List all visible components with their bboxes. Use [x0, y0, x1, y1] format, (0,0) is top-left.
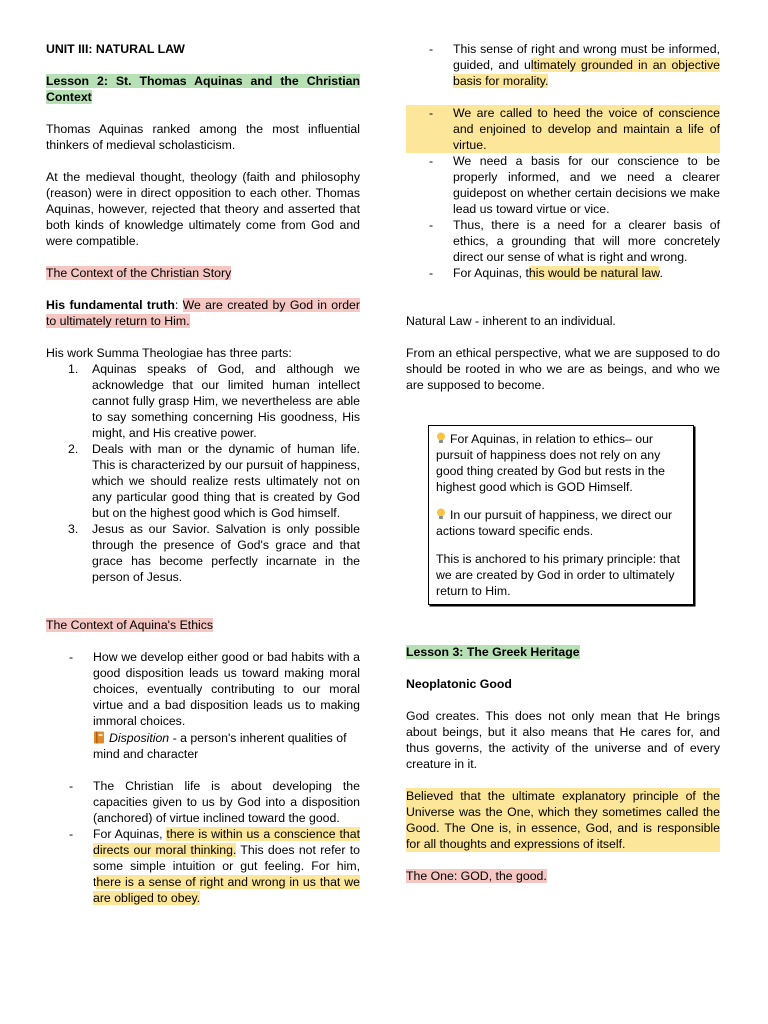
bullet-dash: -	[69, 827, 74, 841]
bullet-dash: -	[429, 218, 434, 232]
book-icon	[93, 731, 105, 744]
right-bullet-natural-law: - For Aquinas, this would be natural law.	[429, 266, 663, 280]
ethics-bullet-christian-life: - The Christian life is about developing the capacities given to us by God into a disposition (anchored) of virtue inclined toward the good.	[69, 779, 360, 825]
bullet-dash: -	[429, 154, 434, 168]
believed-paragraph: Believed that the ultimate explanatory principle of the Universe was the One, which they sometimes called the Good. The One is, in essence, God, and is responsible for all thoughts and expressions of itself.	[406, 789, 720, 851]
lesson-2-title: Lesson 2: St. Thomas Aquinas and the Christian Context	[46, 74, 360, 104]
context-story-heading: The Context of the Christian Story	[46, 266, 232, 280]
callout-paragraph-1: For Aquinas, in relation to ethics– our pursuit of happiness does not rely on any good thing created by God but rests in the highest good which is GOD Himself.	[436, 432, 666, 494]
natural-law-definition: Natural Law - inherent to an individual.	[406, 314, 616, 328]
summa-part-2: 2. Deals with man or the dynamic of human life. This is characterized by our pursuit of happiness, which we should realize rests ultimately not on any particular good thing that is created by God but on the highest good which is God himself.	[68, 442, 360, 520]
neoplatonic-heading: Neoplatonic Good	[406, 677, 512, 691]
callout-paragraph-3: This is anchored to his primary principle: that we are created by God in order to ultimately return to Him.	[436, 552, 680, 598]
ethical-perspective: From an ethical perspective, what we are supposed to do should be rooted in who we are as beings, and who we are supposed to become.	[406, 346, 720, 392]
bullet-dash: -	[429, 106, 434, 120]
summa-part-3: 3. Jesus as our Savior. Salvation is only possible through the presence of God's grace and that grace has become perfectly incarnate in the person of Jesus.	[68, 522, 360, 584]
right-bullet-clearer-basis: - Thus, there is a need for a clearer basis of ethics, a grounding that will more concretely direct our sense of what is right and wrong.	[429, 218, 720, 264]
list-number: 2.	[68, 442, 79, 456]
right-bullet-informed: - This sense of right and wrong must be informed, guided, and ultimately grounded in an objective basis for morality.	[429, 42, 720, 88]
lesson-3-title: Lesson 3: The Greek Heritage	[406, 645, 580, 659]
bullet-dash: -	[69, 779, 74, 793]
bullet-dash: -	[429, 42, 434, 56]
summa-part-1: 1. Aquinas speaks of God, and although we acknowledge that our limited human intellect cannot fully grasp Him, we nevertheless are able to say something concerning His goodness, His might, and His creative power.	[68, 362, 360, 440]
list-number: 3.	[68, 522, 79, 536]
fundamental-truth: His fundamental truth: We are created by God in order to ultimately return to Him.	[46, 298, 360, 328]
summa-intro: His work Summa Theologiae has three parts:	[46, 346, 292, 360]
list-number: 1.	[68, 362, 79, 376]
god-creates-paragraph: God creates. This does not only mean that He brings about beings, but it also means that He cares for, and thus governs, the activity of the universe and of every creature in it.	[406, 709, 720, 771]
ethics-bullet-habits: - How we develop either good or bad habits with a good disposition leads us toward making moral choices, eventually contributing to our moral virtue and a bad disposition leads us to making immoral choices. Disposition - a person's inherent qualities of mind and character	[69, 650, 360, 761]
context-ethics-heading: The Context of Aquina's Ethics	[46, 618, 214, 632]
intro-paragraph: Thomas Aquinas ranked among the most influential thinkers of medieval scholasticism.	[46, 122, 360, 152]
lightbulb-icon	[436, 432, 446, 444]
right-bullet-basis: - We need a basis for our conscience to be properly informed, and we need a clearer guidepost on whether certain decisions we make lead us toward virtue or vice.	[429, 154, 720, 216]
right-column	[406, 41, 720, 884]
ethics-bullet-conscience: - For Aquinas, there is within us a conscience that directs our moral thinking. This does not refer to some simple intuition or gut feeling. For him, there is a sense of right and wrong in us that we are obliged to obey.	[69, 827, 361, 905]
lightbulb-icon	[436, 508, 446, 520]
callout-box	[428, 425, 694, 605]
medieval-paragraph: At the medieval thought, theology (faith and philosophy (reason) were in direct opposition to each other. Thomas Aquinas, however, rejected that theory and asserted that both kinds of knowledge ultimately come from God and were compatible.	[46, 170, 360, 248]
the-one-line: The One: GOD, the good.	[406, 869, 547, 883]
left-column	[46, 41, 360, 906]
unit-title: UNIT III: NATURAL LAW	[46, 42, 185, 56]
callout-paragraph-2: In our pursuit of happiness, we direct our actions toward specific ends.	[436, 508, 673, 538]
right-bullet-heed-conscience: - We are called to heed the voice of conscience and enjoined to develop and maintain a life of virtue.	[406, 105, 720, 153]
bullet-dash: -	[429, 266, 434, 280]
disposition-note: Disposition - a person's inherent qualities of mind and character	[93, 731, 347, 761]
bullet-dash: -	[69, 650, 74, 664]
